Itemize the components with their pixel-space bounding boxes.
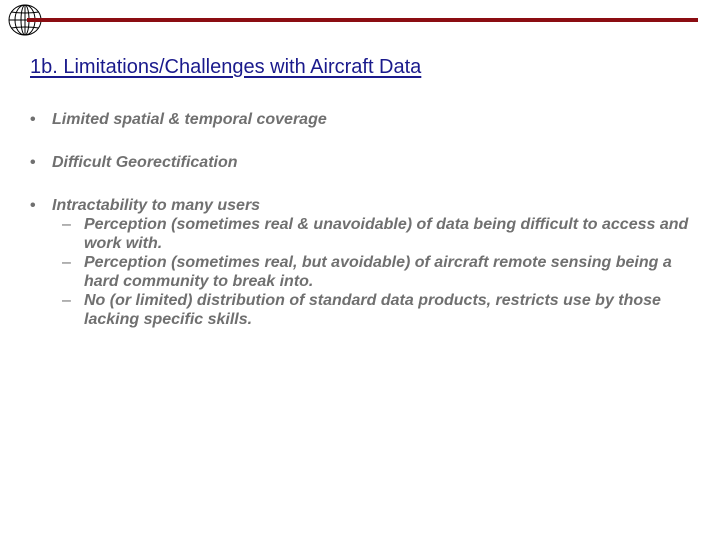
bullet-text: Difficult Georectification [52,154,238,171]
sub-bullet-marker: – [62,254,71,271]
sub-bullet-marker: – [62,216,71,233]
bullet-text: Limited spatial & temporal coverage [52,111,327,128]
slide-title: 1b. Limitations/Challenges with Aircraft Data [30,56,422,78]
bullet-marker: • [30,111,36,128]
sub-bullet-item [62,253,690,291]
sub-bullet-marker: – [62,292,71,309]
sub-bullet-text: No (or limited) distribution of standard data products, restricts use by those lacking specific skills. [84,292,661,328]
bullet-item [30,153,690,172]
sub-bullet-text: Perception (sometimes real, but avoidable) of aircraft remote sensing being a hard community to break into. [84,254,672,290]
bullet-list [30,110,690,353]
globe-logo-icon [3,3,49,37]
bullet-item [30,110,690,129]
sub-bullet-item [62,291,690,329]
sub-bullet-text: Perception (sometimes real & unavoidable) of data being difficult to access and work with. [84,216,689,252]
bullet-marker: • [30,154,36,171]
bullet-item [30,196,690,329]
sub-bullet-item [62,215,690,253]
bullet-text: Intractability to many users [52,197,261,214]
bullet-marker: • [30,197,36,214]
header-rule [46,18,698,22]
